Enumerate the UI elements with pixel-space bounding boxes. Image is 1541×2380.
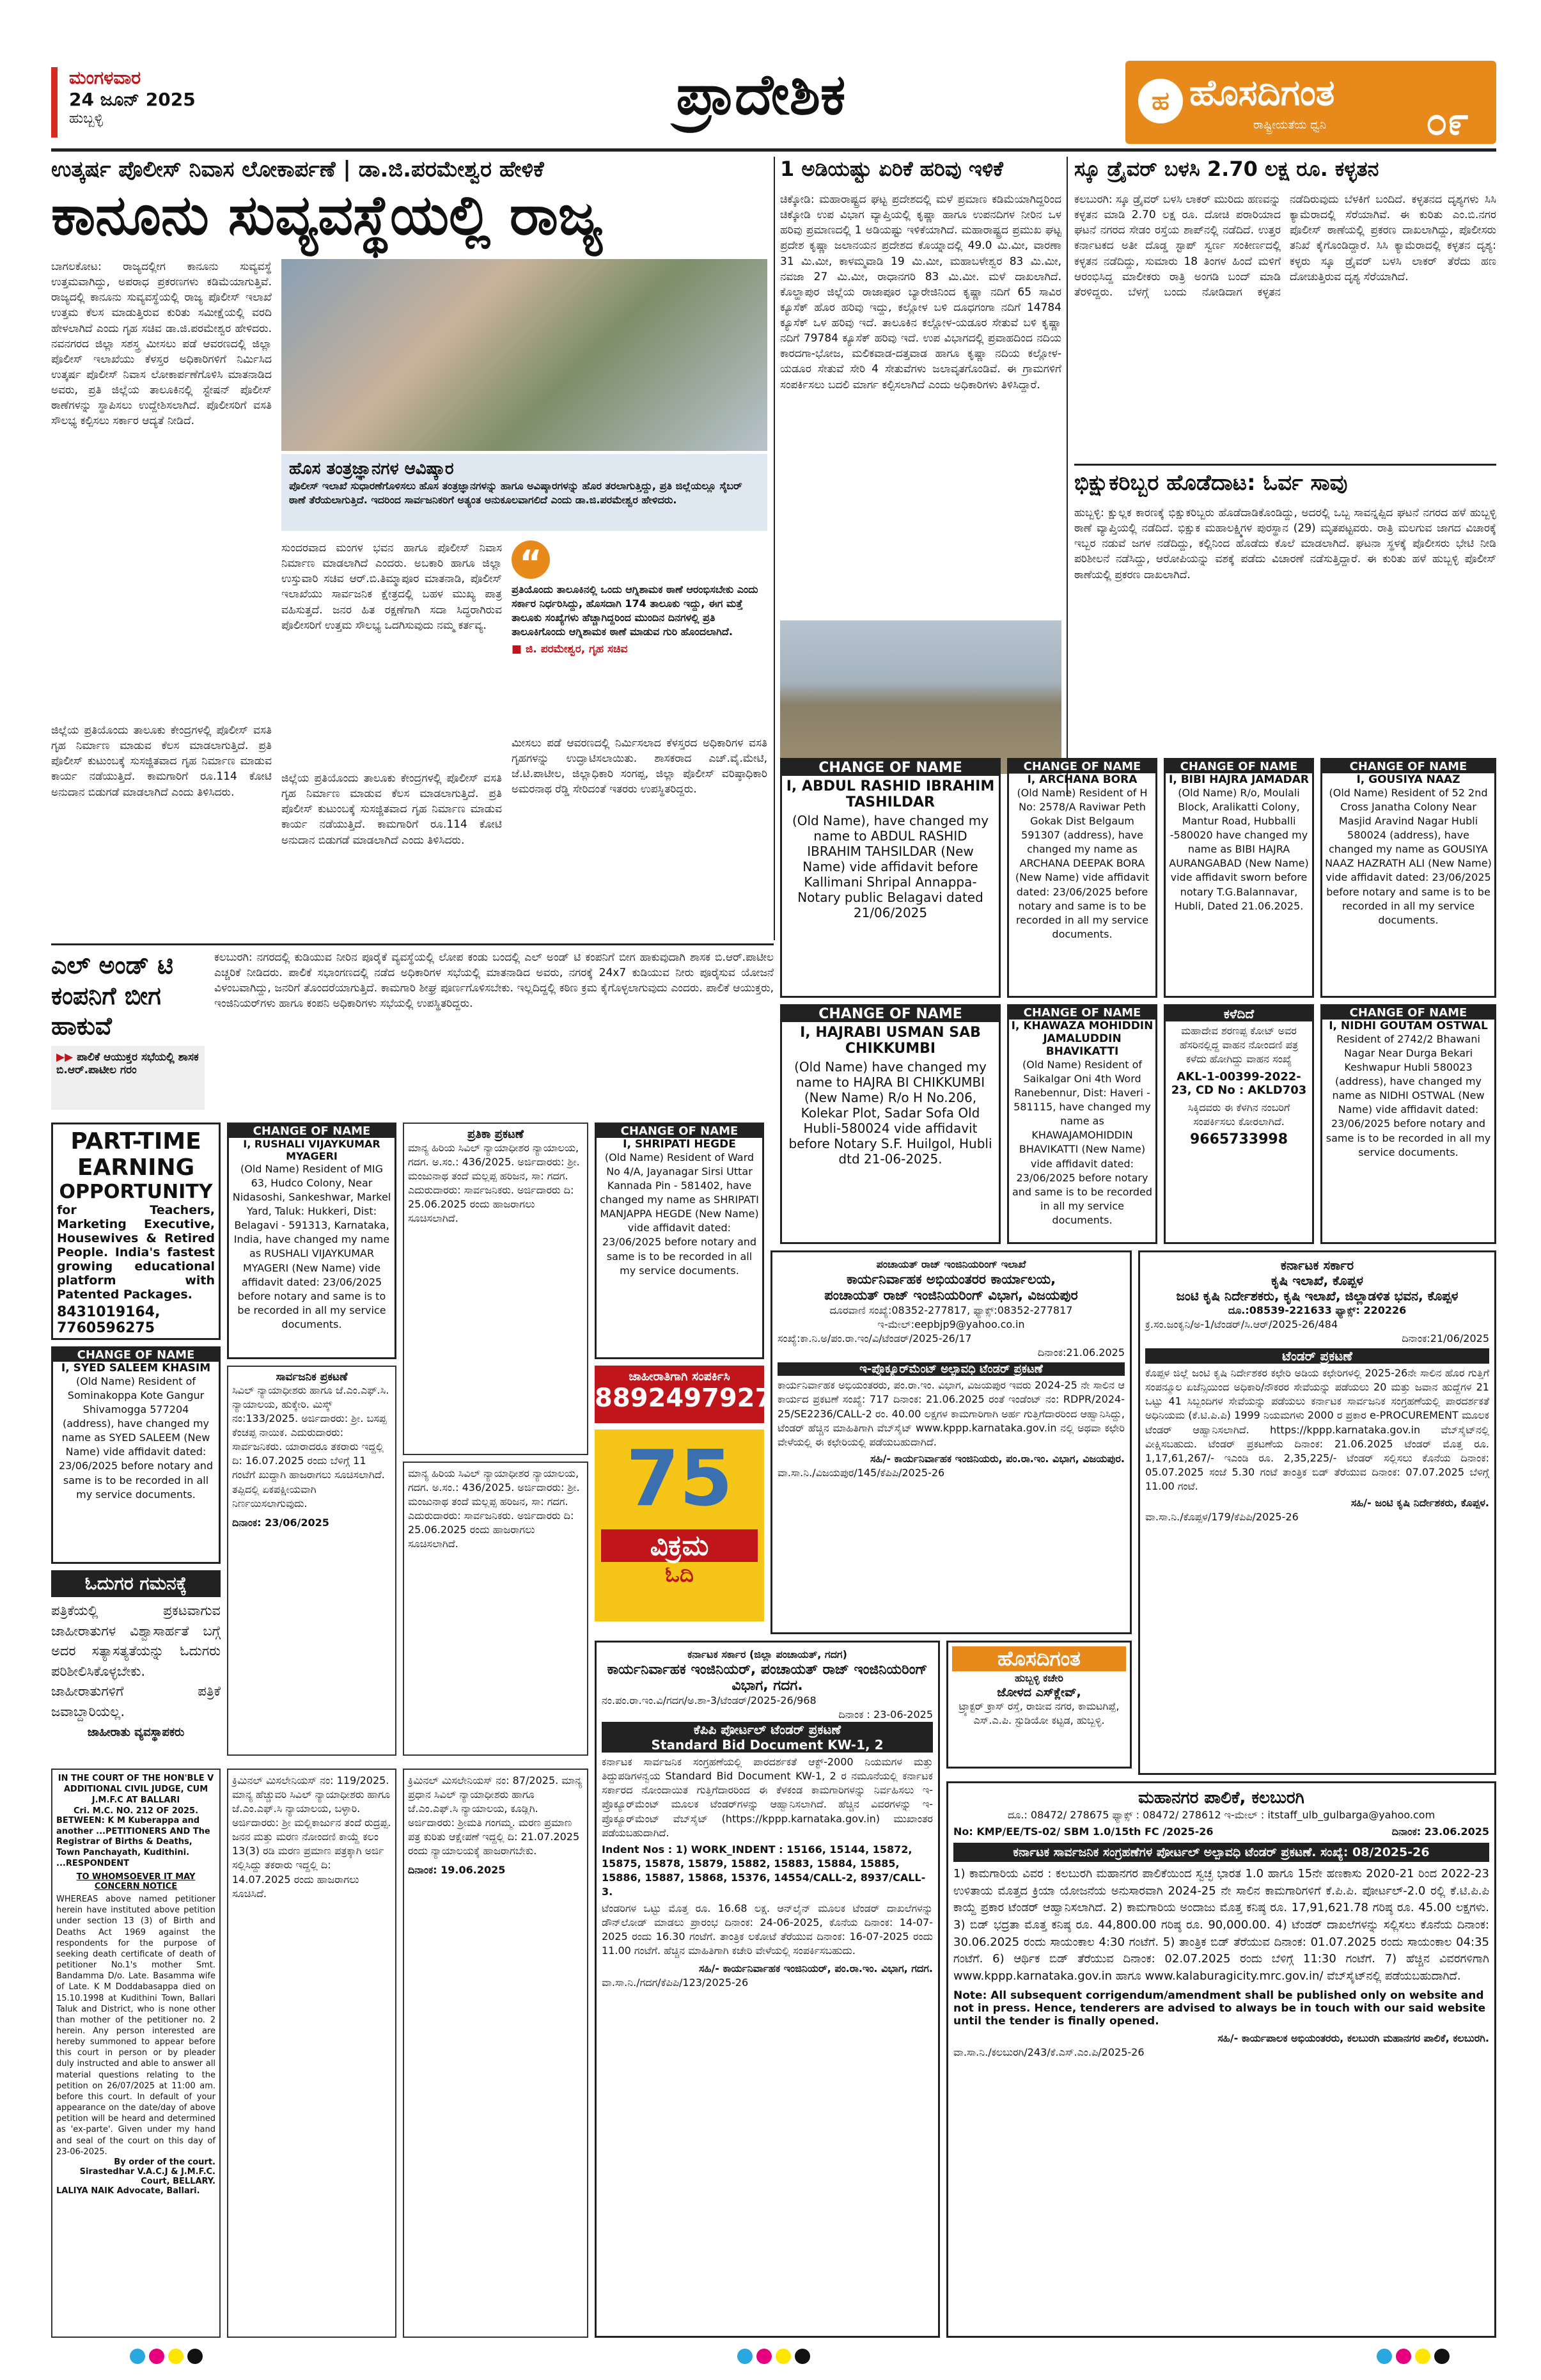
column-rule-2 [1067, 157, 1068, 796]
black-mark [795, 2349, 810, 2364]
agri-office: ಜಂಟಿ ಕೃಷಿ ನಿರ್ದೇಶಕರು, ಕೃಷಿ ಇಲಾಖೆ, ಜಿಲ್ಲಾಡಳಿತ ಭವನ, ಕೊಪ್ಪಳ [1176, 1288, 1459, 1304]
con-ad-6 [1007, 1004, 1157, 1244]
con-ad-who: I, ABDUL RASHID IBRAHIM TASHILDAR [786, 778, 995, 810]
pwd-footer: ವಾ.ಸಾ.ನಿ./ವಿಜಯಪುರ/145/ಕೆಪಿಪಿ/2025-26 [778, 1466, 945, 1479]
court-sign-1: By order of the court. [114, 2157, 215, 2167]
con-ad-header: CHANGE OF NAME [1322, 1006, 1494, 1020]
court-head: IN THE COURT OF THE HON'BLE V ADDITIONAL CIVIL JUDGE, CUM J.M.F.C AT BALLARI [58, 1774, 214, 1805]
legal-a-text-2: ಮಾನ್ಯ ಹಿರಿಯ ಸಿವಿಲ್ ನ್ಯಾಯಾಧೀಶರ ನ್ಯಾಯಾಲಯ, ಗದಗ. ಅ.ಸಂ.: 436/2025. ಅರ್ಜಿದಾರರು: ಶ್ರೀ. ಮಂಜುನಾಥ ತಂದೆ ಮಲ್ಲಪ್ಪ ಹರಿಜನ, ಸಾ: ಗದಗ. ಎದುರುದಾರರು: ಸಾರ್ವಜನಿಕರು. ಅರ್ಜಿದಾರರು ದಿ: 25.06.2025 ರಂದು ಹಾಜರಾಗಲು ಸೂಚಿಸಲಾಗಿದೆ. [408, 1467, 580, 1550]
masthead [51, 54, 1496, 150]
con-ad-header: CHANGE OF NAME [1009, 760, 1155, 773]
pwd-title: ಕಾರ್ಯನಿರ್ವಾಹಕ ಅಭಿಯಂತರರ ಕಾರ್ಯಾಲಯ, [846, 1272, 1056, 1288]
con-ad-4 [1320, 758, 1496, 998]
agri-phone: ದೂ.:08539-221633 ಫ್ಯಾಕ್ಸ್: 220226 [1228, 1304, 1407, 1316]
lost-ad-reg: AKL-1-00399-2022-23, CD No : AKLD703 [1171, 1070, 1307, 1098]
lt-sub-icon: ▶▶ [56, 1051, 77, 1064]
story-rule [1074, 464, 1496, 466]
hd-office-addr: ಟ್ರ್ಯಾಕ್ಟರ್ ಕ್ರಾಸ್ ರಸ್ತೆ, ರಾಜೀವ ನಗರ, ಕಾಮಟಗಿಪ್ಪೆ, ಎಸ್.ಎ.ಪಿ. ಸ್ಟುಡಿಯೋ ಕಟ್ಟಡ, ಹುಬ್ಬಳ್ಳಿ. [958, 1700, 1120, 1727]
con-ad-who: I, GOUSIYA NAAZ [1356, 773, 1460, 786]
registration-marks-left [128, 2349, 205, 2367]
gadag-footer: ವಾ.ಸಾ.ನಿ./ಗದಗ/ಕೆಪಿಪಿ/123/2025-26 [602, 1976, 749, 1989]
bridge-photo [780, 620, 1061, 774]
quote-text: ಪ್ರತಿಯೊಂದು ತಾಲೂಕಿನಲ್ಲಿ ಒಂದು ಆಗ್ನಿಶಾಮಕ ಠಾಣೆ ಆರಂಭಿಸಬೇಕು ಎಂದು ಸರ್ಕಾರ ನಿರ್ಧರಿಸಿದ್ದು, ಹೊಸದಾಗಿ 174 ತಾಲೂಕು ಇದ್ದು, ಈಗ ಮತ್ತೆ ತಾಲೂಕು ಸಂಖ್ಯೆಗಳು ಹೆಚ್ಚಾಗಿದ್ದರಿಂದ ಮುಂದಿನ ದಿನಗಳಲ್ಲಿ ಪ್ರತಿ ತಾಲೂಕಿಗೊಂದು ಆಗ್ನಿಶಾಮಕ ಠಾಣೆ ಮಾಡುವ ಗುರಿ ಹೊಂದಲಾಗಿದೆ. [512, 583, 758, 638]
cyan-mark [130, 2349, 145, 2364]
lt-headline: ಎಲ್ ಅಂಡ್ ಟಿ ಕಂಪನಿಗೆ ಬೀಗ ಹಾಕುವೆ [51, 950, 173, 1040]
gadag-sub-2: Standard Bid Document KW-1, 2 [602, 1737, 933, 1753]
con-ad-body: (Old Name) Resident of Sominakoppa Kote Gangur Shivamogga 577204 (address), have changed my name as SYED SALEEM (New Name) vide affidavit dated: 23/06/2025 before notary and same is to be recorded in all my service documents. [58, 1375, 214, 1501]
photo-caption-title: ಹೊಸ ತಂತ್ರಜ್ಞಾನಗಳ ಆವಿಷ್ಕಾರ [289, 459, 454, 478]
vikrama-ribbon [601, 1529, 758, 1562]
con-ad-8 [227, 1123, 396, 1359]
date-block [51, 67, 217, 138]
gadag-tender [595, 1641, 940, 2338]
column-rule [774, 157, 775, 940]
yellow-mark [1415, 2349, 1430, 2364]
corp-phone: ದೂ.: 08472/ 278675 ಫ್ಯಾಕ್ಸ್ : 08472/ 278612 ಇ-ಮೇಲ್ : itstaff_ulb_gulbarga@yahoo.com [1007, 1809, 1435, 1821]
black-mark [1434, 2349, 1450, 2364]
con-ad-header: CHANGE OF NAME [229, 1124, 395, 1138]
con-ad-who: I, ARCHANA BORA [1027, 773, 1138, 786]
con-ad-header: CHANGE OF NAME [782, 760, 999, 776]
con-ad-who: I, BIBI HAJRA JAMADAR [1169, 773, 1309, 786]
parttime-title-2: EARNING [77, 1155, 195, 1181]
legal-notice-b [227, 1366, 396, 1756]
con-ad-who: I, SYED SALEEM KHASIM [61, 1362, 211, 1375]
corp-footer: ವಾ.ಸಾ.ನಿ./ಕಲಬುರಗಿ/243/ಕೆ.ಎಸ್.ಎಂ.ಪಿ/2025-26 [953, 2045, 1145, 2058]
registration-marks-center [735, 2349, 812, 2367]
con-ad-header: CHANGE OF NAME [1322, 760, 1494, 773]
legal-b-date: ದಿನಾಂಕ: 23/06/2025 [232, 1516, 329, 1529]
brand-tagline: ರಾಷ್ಟ್ರೀಯತೆಯ ಧ್ವನಿ [1253, 118, 1326, 132]
readers-text: ಪತ್ರಿಕೆಯಲ್ಲಿ ಪ್ರಕಟವಾಗುವ ಜಾಹೀರಾತುಗಳ ವಿಶ್ವಾಸಾರ್ಹತೆ ಬಗ್ಗೆ ಅದರ ಸತ್ಯಾಸತ್ಯತೆಯನ್ನು ಓದುಗರು ಪರಿಶೀಲಿಸಿಕೊಳ್ಳಬೇಕು. ಜಾಹೀರಾತುಗಳಿಗೆ ಪತ್ರಿಕೆ ಜವಾಬ್ದಾರಿಯಲ್ಲ. [51, 1603, 221, 1719]
agri-sub: ಟೆಂಡರ್ ಪ್ರಕಟಣೆ [1145, 1348, 1489, 1364]
legal-d-date: ದಿನಾಂಕ: 19.06.2025 [408, 1864, 506, 1877]
con-ad-who: I, SHRIPATI HEGDE [623, 1138, 736, 1151]
con-ad-body: (Old Name) Resident of 52 2nd Cross Janatha Colony Near Masjid Aravind Nagar Hubli 580024 (address), have changed my name as GOUSIYA NAAZ HAZRATH ALI (New Name) vide affidavit dated: 23/06/2025 before notary and same is to be recorded in all my service documents. [1325, 787, 1492, 926]
court-notice [51, 1769, 221, 2338]
con-ad-header: CHANGE OF NAME [597, 1124, 762, 1138]
lost-ad-title: ಕಳೆದಿದೆ [1166, 1006, 1312, 1021]
black-mark [187, 2349, 203, 2364]
con-ad-body: Resident of 2742/2 Bhawani Nagar Near Durga Bekari Keshwapur Hubli 580023 (address), have changed my name as NIDHI OSTWAL (New Name) vide affidavit dated: 23/06/2025 before notary and same is to be recorded in all my service documents. [1326, 1033, 1491, 1158]
quote-author-name: ಜಿ. ಪರಮೇಶ್ವರ, ಗೃಹ ಸಚಿವ [525, 643, 628, 656]
photo-caption-box [281, 454, 767, 531]
agri-dept: ಕೃಷಿ ಇಲಾಖೆ, ಕೊಪ್ಪಳ [1271, 1273, 1363, 1288]
gadag-ref: ನಂ.ಪಂ.ರಾ.ಇಂ.ವಿ/ಗದಗ/ಅ.ಶಾ-3/ಟೆಂಡರ್/2025-26/968 [602, 1694, 817, 1707]
page-number: ೦೯ [1426, 99, 1469, 144]
vikrama-sub: ಓದಿ [665, 1562, 694, 1588]
court-parties: BETWEEN: K M Kuberappa and another ...PETITIONERS AND The Registrar of Births & Deaths, Town Panchayath, Kudithini. ...RESPONDENT [56, 1815, 210, 1869]
lead-body-3: ಸುಂದರವಾದ ಮಂಗಳ ಭವನ ಹಾಗೂ ಪೊಲೀಸ್ ನಿವಾಸ ನಿರ್ಮಾಣ ಮಾಡಲಾಗಿದೆ ಎಂದರು. ಅಬಕಾರಿ ಹಾಗೂ ಜಿಲ್ಲಾ ಉಸ್ತುವಾರಿ ಸಚಿವ ಆರ್.ಬಿ.ತಿಮ್ಮಾಪೂರ ಮಾತನಾಡಿ, ಪೊಲೀಸ್ ಇಲಾಖೆಯು ಸಾರ್ವಜನಿಕ ಕ್ಷೇತ್ರದಲ್ಲಿ ಬಹಳ ಮುಖ್ಯ ಪಾತ್ರ ವಹಿಸುತ್ತದೆ. ಜನರ ಹಿತ ರಕ್ಷಣೆಗಾಗಿ ಸದಾ ಸಿದ್ಧರಾಗಿರುವ ಪೊಲೀಸರಿಗೆ ಉತ್ತಮ ಸೌಲಭ್ಯ ಒದಗಿಸುವುದು ನಮ್ಮ ಕರ್ತವ್ಯ. [281, 542, 502, 632]
legal-notice-a [403, 1123, 588, 1455]
lt-subhead [51, 1046, 205, 1110]
lead-body-2: ಜಿಲ್ಲೆಯ ಪ್ರತಿಯೊಂದು ತಾಲೂಕು ಕೇಂದ್ರಗಳಲ್ಲಿ ಪೊಲೀಸ್ ವಸತಿ ಗೃಹ ನಿರ್ಮಾಣ ಮಾಡುವ ಕೆಲಸ ಮಾಡಲಾಗುತ್ತಿದೆ. ಪ್ರತಿ ಪೊಲೀಸ್ ಕುಟುಂಬಕ್ಕೆ ಸುಸಜ್ಜಿತವಾದ ಗೃಹ ನಿರ್ಮಾಣ ಮಾಡುವ ಕಾರ್ಯ ನಡೆಯುತ್ತಿದೆ. ಕಾಮಗಾರಿಗೆ ರೂ.114 ಕೋಟಿ ಅನುದಾನ ಬಿಡುಗಡೆ ಮಾಡಲಾಗಿದೆ ಎಂದು ತಿಳಿಸಿದರು. [51, 724, 272, 799]
photo-caption-text: ಪೊಲೀಸ್ ಇಲಾಖೆ ಸುಧಾರಣೆಗೊಳಿಸಲು ಹೊಸ ತಂತ್ರಜ್ಞಾನಗಳನ್ನು ಹಾಗೂ ಅವಿಷ್ಕಾರಗಳನ್ನು ಹೊರ ತರಲಾಗುತ್ತಿದ್ದು, ಪ್ರತಿ ಜಿಲ್ಲೆಯಲ್ಲೂ ಸೈಬರ್ ಠಾಣೆ ತೆರೆಯಲಾಗುತ್ತಿದೆ. ಇದರಿಂದ ಸಾರ್ವಜನಿಕರಿಗೆ ಅತ್ಯಂತ ಅನುಕೂಲವಾಗಲಿದೆ ಎಂದು ಡಾ.ಜಿ.ಪರಮೇಶ್ವರ ಹೇಳಿದರು. [289, 480, 742, 507]
legal-c-text: ಕ್ರಿಮಿನಲ್ ಮಿಸಲೇನಿಯಸ್ ನಂ: 119/2025. ಮಾನ್ಯ ಹೆಚ್ಚುವರಿ ಸಿವಿಲ್ ನ್ಯಾಯಾಧೀಶರು ಹಾಗೂ ಜೆ.ಎಂ.ಎಫ್.ಸಿ ನ್ಯಾಯಾಲಯ, ಬಳ್ಳಾರಿ. ಅರ್ಜಿದಾರರು: ಶ್ರೀ ಮಲ್ಲಿಕಾರ್ಜುನ ತಂದೆ ರುದ್ರಪ್ಪ. ಜನನ ಮತ್ತು ಮರಣ ನೋಂದಣಿ ಕಾಯ್ದೆ ಕಲಂ 13(3) ರಡಿ ಮರಣ ಪ್ರಮಾಣ ಪತ್ರಕ್ಕಾಗಿ ಅರ್ಜಿ ಸಲ್ಲಿಸಿದ್ದು ತಕರಾರು ಇದ್ದಲ್ಲಿ ದಿ: 14.07.2025 ರಂದು ಹಾಜರಾಗಲು ಸೂಚಿಸಿದೆ. [232, 1774, 391, 1900]
brand-block [1125, 61, 1496, 144]
lost-ad-tail: ಸಿಕ್ಕಿದವರು ಈ ಕೆಳಗಿನ ನಂಬರಿಗೆ ಸಂಪರ್ಕಿಸಲು ಕೋರಲಾಗಿದೆ. [1187, 1101, 1290, 1128]
hd-office-ad [946, 1641, 1132, 1769]
corp-ref: No: KMP/EE/TS-02/ SBM 1.0/15th FC /2025-26 [953, 1825, 1214, 1838]
ad-contact-phone: 8892497927 [595, 1383, 773, 1413]
legal-notice-a2 [403, 1462, 588, 1756]
pwd-sign: ಸಹಿ/- ಕಾರ್ಯನಿರ್ವಾಹಕ ಇಂಜಿನಿಯರು, ಪಂ.ರಾ.ಇಂ. ವಿಭಾಗ, ವಿಜಯಪುರ. [870, 1452, 1125, 1465]
quote-box [512, 540, 767, 732]
lead-body-4: ಮೀಸಲು ಪಡೆ ಆವರಣದಲ್ಲಿ ನಿರ್ಮಿಸಲಾದ ಕೆಳಸ್ತರದ ಅಧಿಕಾರಿಗಳ ವಸತಿ ಗೃಹಗಳನ್ನು ಉದ್ಘಾಟಿಸಲಾಯಿತು. ಶಾಸಕರಾದ ಎಚ್.ವೈ.ಮೇಟಿ, ಜೆ.ಟಿ.ಪಾಟೀಲ, ಜಿಲ್ಲಾಧಿಕಾರಿ ಸಂಗಪ್ಪ, ಜಿಲ್ಲಾ ಪೊಲೀಸ್ ವರಿಷ್ಠಾಧಿಕಾರಿ ಅಮರನಾಥ ರೆಡ್ಡಿ ಸೇರಿದಂತೆ ಇತರರು ಉಪಸ್ಥಿತರಿದ್ದರು. [512, 737, 767, 796]
con-ad-header: CHANGE OF NAME [1166, 760, 1312, 773]
masthead-rule [51, 148, 1496, 152]
lost-ad-text: ಮಹಾದೇವ ಶರಣಪ್ಪ ಕೋಟ್ ಅವರ ಹೆಸರಿನಲ್ಲಿದ್ದ ವಾಹನ ನೋಂದಣಿ ಪತ್ರ ಕಳೆದು ಹೋಗಿದ್ದು ವಾಹನ ಸಂಖ್ಯೆ [1179, 1025, 1299, 1066]
corp-ref-row [953, 1825, 1489, 1839]
con-ad-body: (Old Name), have changed my name to ABDUL RASHID IBRAHIM TAHSILDAR (New Name) vide affidavit before Kallimani Shripal Annappa-Notary public Belagavi dated 21/06/2025 [792, 813, 989, 920]
quote-icon: “ [512, 540, 550, 579]
yellow-mark [168, 2349, 184, 2364]
magenta-mark [756, 2349, 772, 2364]
con-ad-header: CHANGE OF NAME [1009, 1006, 1155, 1020]
lost-ad-phone: 9665733998 [1189, 1131, 1288, 1148]
brand-name: ಹೊಸದಿಗಂತ [1189, 72, 1335, 114]
parttime-title-1: PART-TIME [70, 1128, 201, 1155]
date-label: 24 ಜೂನ್ 2025 [69, 89, 196, 110]
gadag-indent: Indent Nos : 1) WORK_INDENT : 15166, 15144, 15872, 15875, 15878, 15879, 15882, 15883, 15884, 15885, 15886, 15887, 15868, 15376, 14554/CALL-2, 8937/CALL-3. [602, 1843, 926, 1898]
cyan-mark [1377, 2349, 1392, 2364]
agri-gov: ಕರ್ನಾಟಕ ಸರ್ಕಾರ [1280, 1257, 1354, 1273]
lead-headline: ಕಾನೂನು ಸುವ್ಯವಸ್ಥೆಯಲ್ಲಿ ರಾಜ್ಯ [51, 183, 603, 248]
gadag-sign: ಸಹಿ/- ಕಾರ್ಯನಿರ್ವಾಹಕ ಇಂಜಿನಿಯರ್, ಪಂ.ರಾ.ಇಂ. ವಿಭಾಗ, ಗದಗ. [698, 1962, 933, 1975]
registration-marks-right [1375, 2349, 1451, 2367]
pwd-body: ಕಾರ್ಯನಿರ್ವಾಹಕ ಅಭಿಯಂತರರು, ಪಂ.ರಾ.ಇಂ. ವಿಭಾಗ, ವಿಜಯಪುರ ಇವರು 2024-25 ನೇ ಸಾಲಿನ ಆ ಕಾರ್ಯದ ಪ್ರಕಟಣೆ ಸಂಖ್ಯೆ: 717 ದಿನಾಂಕ: 21.06.2025 ರಂತೆ ಇಂಡೆಂಟ್ ನಂ: RDPR/2024-25/SE2236/CALL-2 ರಂ. 40.00 ಲಕ್ಷಗಳ ಕಾಮಗಾರಿಗಾಗಿ ಅರ್ಹ ಗುತ್ತಿಗೆದಾರರಿಂದ ಆಹ್ವಾನಿಸಿದ್ದು, ಟೆಂಡರ್ ಹೆಚ್ಚಿನ ಮಾಹಿತಿಗಾಗಿ ವೆಬ್‌ಸೈಟ್ www.kppp.karnataka.gov.in ನಲ್ಲಿ ಅಥವಾ ಕಛೇರಿ ವೇಳೆಯಲ್ಲಿ ಈ ಕಛೇರಿಯಲ್ಲಿ ಪಡೆಯಬಹುದಾಗಿದೆ. [778, 1379, 1125, 1448]
parttime-phone: 8431019164, 7760596275 [57, 1304, 160, 1336]
con-ad-body: (Old Name) Resident of H No: 2578/A Raviwar Peth Gokak Dist Belgaum 591307 (address), have changed my name as ARCHANA DEEPAK BORA (New Name) vide affidavit dated: 23/06/2025 before notary and same is to be recorded in all my service documents. [1015, 787, 1150, 940]
pwd-title-2: ಪಂಚಾಯತ್ ರಾಜ್ ಇಂಜಿನಿಯರಿಂಗ್ ವಿಭಾಗ, ವಿಜಯಪುರ [824, 1288, 1078, 1304]
ad-contact-label: ಜಾಹೀರಾತಿಗಾಗಿ ಸಂಪರ್ಕಿಸಿ [629, 1369, 730, 1383]
gadag-body: ಕರ್ನಾಟಕ ಸಾರ್ವಜನಿಕ ಸಂಗ್ರಹಣೆಯಲ್ಲಿ ಪಾರದರ್ಶಕತೆ ಆಕ್ಟ್-2000 ನಿಯಮಗಳ ಮತ್ತು ತಿದ್ದುಪಡಿಗಳನ್ವಯ Standard Bid Document KW-1, 2 ರ ನಮೂನೆಯಲ್ಲಿ ಕರ್ನಾಟಕ ಸರ್ಕಾರದ ನೋಂದಾಯಿತ ಗುತ್ತಿಗೆದಾರರಿಂದ ಈ ಕೆಳಕಂಡ ಕಾಮಗಾರಿಗಳನ್ನು ನಿರ್ವಹಿಸಲು ಇ-ಪ್ರೊಕ್ಯೂರ್‌ಮೆಂಟ್ ಮೂಲಕ ಟೆಂಡರ್‌ಗಳನ್ನು ಆಹ್ವಾನಿಸಲಾಗಿದೆ. ಹೆಚ್ಚಿನ ವಿವರಗಳನ್ನು ಇ-ಪ್ರೊಕ್ಯೂರ್‌ಮೆಂಟ್ ವೆಬ್‌ಸೈಟ್ (https://kppp.karnataka.gov.in) ಮುಖಾಂತರ ಪಡೆಯಬಹುದಾಗಿದೆ. [602, 1756, 933, 1839]
con-ad-body: (Old Name) have changed my name to HAJRA BI CHIKKUMBI (New Name) R/o H No.206, Kolekar Plot, Sadar Sofa Old Hubli-580024 vide affidavit before Notary S.F. Huilgol, Hubli dtd 21-06-2025. [788, 1059, 992, 1167]
readers-notice [51, 1570, 221, 1762]
pwd-email: ಇ-ಮೇಲ್:eepbjp9@yahoo.co.in [877, 1318, 1025, 1331]
beggars-body: ಹುಬ್ಬಳ್ಳಿ: ಕ್ಷುಲ್ಲಕ ಕಾರಣಕ್ಕೆ ಭಿಕ್ಷುಕರಿಬ್ಬರು ಹೊಡೆದಾಡಿಕೊಂಡಿದ್ದು, ಅದರಲ್ಲಿ ಒಬ್ಬ ಸಾವನ್ನಪ್ಪಿದ ಘಟನೆ ನಗರದ ಹಳೆ ಹುಬ್ಬಳ್ಳಿ ಠಾಣೆ ವ್ಯಾಪ್ತಿಯಲ್ಲಿ ನಡೆದಿದೆ. ಭಿಕ್ಷುಕ ಮಹಾಲಕ್ಷ್ಮಿಗಳ ಪುರಸ್ಥಾನ (29) ಮೃತಪಟ್ಟವರು. ರಾತ್ರಿ ಮಲಗುವ ಜಾಗದ ವಿಚಾರಕ್ಕೆ ಇಬ್ಬರ ನಡುವೆ ಜಗಳ ನಡೆದಿದ್ದು, ಕಲ್ಲಿನಿಂದ ಹೊಡೆದು ಕೊಲೆ ಮಾಡಲಾಗಿದೆ. ಘಟನಾ ಸ್ಥಳಕ್ಕೆ ಪೊಲೀಸರು ಭೇಟಿ ನೀಡಿ ಪರಿಶೀಲನೆ ನಡೆಸಿದ್ದು, ಆರೋಪಿಯನ್ನು ವಶಕ್ಕೆ ಪಡೆದು ವಿಚಾರಣೆ ನಡೆಸುತ್ತಿದ್ದಾರೆ. ಈ ಕುರಿತು ಹಳೆ ಹುಬ್ಬಳ್ಳಿ ಪೊಲೀಸ್ ಠಾಣೆಯಲ್ಲಿ ಪ್ರಕರಣ ದಾಖಲಾಗಿದೆ. [1074, 507, 1496, 581]
corp-sign: ಸಹಿ/- ಕಾರ್ಯಪಾಲಕ ಅಭಿಯಂತರರು, ಕಲಬುರಗಿ ಮಹಾನಗರ ಪಾಲಿಕೆ, ಕಲಬುರಗಿ. [1217, 2031, 1489, 2044]
con-ad-body: (Old Name) R/o, Moulali Block, Aralikatti Colony, Mantur Road, Hubballi -580020 have changed my name as BIBI HAJRA AURANGABAD (New Name) vide affidavit sworn before notary T.G.Balannavar, Hubli, Dated 21.06.2025. [1169, 787, 1309, 912]
section-title: ಪ್ರಾದೇಶಿಕ [676, 61, 846, 127]
driver-body: ಕಲಬುರಗಿ: ಸ್ಕೂ ಡ್ರೈವರ್ ಬಳಸಿ ಲಾಕರ್ ಮುರಿದು ಹಣವನ್ನು ಕಳ್ಳತನ ಮಾಡಿ 2.70 ಲಕ್ಷ ರೂ. ದೋಚಿ ಪರಾರಿಯಾದ ಘಟನೆ ನಗರದ ಸೇಡಂ ರಸ್ತೆಯ ಶಾಪ್‌ನಲ್ಲಿ ನಡೆದಿದೆ. ಉತ್ತರ ಕರ್ನಾಟಕದ ಅತೀ ದೊಡ್ಡ ಸ್ಟಾಪ್ ಸ್ವರ್ಣ ಸಂಕೀರ್ಣದಲ್ಲಿ ಕಳ್ಳತನ ನಡೆದಿದ್ದು, ಸುಮಾರು 18 ತಿಂಗಳ ಹಿಂದೆ ಮಳಿಗೆ ಆರಂಭಿಸಿದ್ದ ಮಾಲೀಕರು ರಾತ್ರಿ ಅಂಗಡಿ ಬಂದ್ ಮಾಡಿ ತೆರಳಿದ್ದರು. ಬೆಳಗ್ಗೆ ಬಂದು ನೋಡಿದಾಗ ಕಳ್ಳತನ ನಡೆದಿರುವುದು ಬೆಳಕಿಗೆ ಬಂದಿದೆ. ಕಳ್ಳತನದ ದೃಶ್ಯಗಳು ಸಿಸಿ ಕ್ಯಾಮೆರಾದಲ್ಲಿ ಸೆರೆಯಾಗಿವೆ. ಈ ಕುರಿತು ಎಂ.ಬಿ.ನಗರ ಪೊಲೀಸ್ ಠಾಣೆಯಲ್ಲಿ ಪ್ರಕರಣ ದಾಖಲಾಗಿದ್ದು, ಪೊಲೀಸರು ತನಿಖೆ ಕೈಗೊಂಡಿದ್ದಾರೆ. ಸಿಸಿ ಕ್ಯಾಮೆರಾದಲ್ಲಿ ಕಳ್ಳತನ ದೃಶ್ಯ: ಕಳ್ಳರು ಸ್ಕೂ ಡ್ರೈವರ್ ಬಳಸಿ ಲಾಕರ್ ತೆರೆದು ಹಣ ದೋಚುತ್ತಿರುವ ದೃಶ್ಯ ಸೆರೆಯಾಗಿದೆ. [1074, 193, 1496, 299]
cyan-mark [737, 2349, 753, 2364]
gadag-sub-1: ಕೆಪಿಪಿ ಪೋರ್ಟಲ್ ಟೆಂಡರ್ ಪ್ರಕಟಣೆ [602, 1722, 933, 1737]
lt-sub-text: ಪಾಲಿಕೆ ಆಯುಕ್ತರ ಸಭೆಯಲ್ಲಿ ಶಾಸಕ ಬಿ.ಆರ್.ಪಾಟೀಲ ಗರಂ [56, 1051, 199, 1076]
con-ad-header: CHANGE OF NAME [53, 1348, 219, 1362]
pwd-tender [770, 1250, 1132, 1634]
gadag-body-2: ಟೆಂಡರಿಗಳ ಒಟ್ಟು ಮೊತ್ತ ರೂ. 16.68 ಲಕ್ಷ. ಆನ್‌ಲೈನ್ ಮೂಲಕ ಟೆಂಡರ್ ದಾಖಲೆಗಳನ್ನು ಡೌನ್‌ಲೋಡ್ ಮಾಡಲು ಪ್ರಾರಂಭ ದಿನಾಂಕ: 24-06-2025, ಕೊನೆಯ ದಿನಾಂಕ: 14-07-2025 ರಂದು 16.30 ಗಂಟೆಗೆ. ತಾಂತ್ರಿಕ ಲಕೋಟೆ ತೆರೆಯುವ ದಿನಾಂಕ: 16-07-2025 ರಂದು 11.00 ಗಂಟೆಗೆ. ಹೆಚ್ಚಿನ ಮಾಹಿತಿಗಾಗಿ ಕಚೇರಿ ವೇಳೆಯಲ್ಲಿ ಸಂಪರ್ಕಿಸಬಹುದು. [602, 1902, 933, 1957]
agri-date: ದಿನಾಂಕ:21/06/2025 [1402, 1332, 1489, 1345]
legal-notice-d [403, 1769, 588, 2338]
con-ad-1 [780, 758, 1001, 998]
corp-sub: ಕರ್ನಾಟಕ ಸಾರ್ವಜನಿಕ ಸಂಗ್ರಹಣೆಗಳ ಪೋರ್ಟಲ್ ಅಲ್ಪಾವಧಿ ಟೆಂಡರ್ ಪ್ರಕಟಣೆ. ಸಂಖ್ಯೆ: 08/2025-26 [953, 1843, 1489, 1862]
corp-note: Note: All subsequent corrigendum/amendment shall be published only on website and not in press. Hence, tenderers are advised to always be in touch with our said website until the tender is finally opened. [953, 1989, 1486, 2028]
hd-office-brand: ಹೊಸದಿಗಂತ [952, 1646, 1126, 1671]
con-ad-who: I, KHAWAZA MOHIDDIN JAMALUDDIN BHAVIKATTI [1011, 1020, 1154, 1058]
court-notice-title: TO WHOMSOEVER IT MAY CONCERN NOTICE [76, 1872, 196, 1892]
readers-title: ಓದುಗರ ಗಮನಕ್ಕೆ [51, 1570, 221, 1597]
pwd-dept: ಪಂಚಾಯತ್ ರಾಜ್ ಇಂಜಿನಿಯರಿಂಗ್ ಇಲಾಖೆ [876, 1258, 1026, 1270]
quote-author: ■ ಜಿ. ಪರಮೇಶ್ವರ, ಗೃಹ ಸಚಿವ [512, 643, 628, 656]
hd-office-title: ಜೋಳದ ಎಸ್‌ಕ್ಲೇವ್, [997, 1685, 1081, 1700]
court-caseno: Cri. M.C. NO. 212 OF 2025. [73, 1806, 199, 1816]
corp-body: 1) ಕಾಮಗಾರಿಯ ವಿವರ : ಕಲಬುರಗಿ ಮಹಾನಗರ ಪಾಲಿಕೆಯಿಂದ ಸ್ವಚ್ಛ ಭಾರತ 1.0 ಹಾಗೂ 15ನೇ ಹಣಕಾಸು 2020-21 ರಿಂದ 2022-23 ಉಳಿತಾಯ ಮೊತ್ತದ ಕ್ರಿಯಾ ಯೋಜನೆಯ ಅನುಸಾರವಾಗಿ 2024-25 ನೇ ಸಾಲಿನ ಕಾಮಗಾರಿಗಳಿಗೆ ಕೆ.ಪಿ.ಪಿ. ಪೋರ್ಟಲ್-2.0 ರಲ್ಲಿ ಕೆ.ಟಿ.ಪಿ.ಪಿ ಕಾಯ್ದೆ ಪ್ರಕಾರ ಟೆಂಡರ್ ಆಹ್ವಾನಿಸಲಾಗಿದೆ. 2) ಕಾಮಗಾರಿಯ ಅಂದಾಜು ಮೊತ್ತ ಕನಿಷ್ಠ ರೂ. 17,91,621.78 ಗರಿಷ್ಠ ರೂ. 45.00 ಲಕ್ಷಗಳು. 3) ಬಿಡ್ ಭದ್ರತಾ ಮೊತ್ತ ಕನಿಷ್ಠ ರೂ. 44,800.00 ಗರಿಷ್ಠ ರೂ. 90,000.00. 4) ಟೆಂಡರ್ ದಾಖಲೆಗಳನ್ನು ಸಲ್ಲಿಸಲು ಕೊನೆಯ ದಿನಾಂಕ: 30.06.2025 ರಂದು ಸಾಯಂಕಾಲ 4:30 ಗಂಟೆಗೆ. 5) ತಾಂತ್ರಿಕ ಬಿಡ್ ತೆರೆಯುವ ದಿನಾಂಕ: 01.07.2025 ರಂದು ಸಾಯಂಕಾಲ 04:35 ಗಂಟೆಗೆ. 6) ಆರ್ಥಿಕ ಬಿಡ್ ತೆರೆಯುವ ದಿನಾಂಕ: 02.07.2025 ರಂದು ಬೆಳಿಗ್ಗೆ 11:30 ಗಂಟೆಗೆ. 7) ಹೆಚ್ಚಿನ ವಿವರಗಳಿಗಾಗಿ www.kppp.karnataka.gov.in ಹಾಗೂ www.kalaburagicity.mrc.gov.in/ ವೆಬ್‌ಸೈಟ್‌ನಲ್ಲಿ ಪಡೆಯಬಹುದಾಗಿದೆ. [953, 1867, 1489, 1983]
con-ad-who: I, NIDHI GOUTAM OSTWAL [1329, 1020, 1488, 1032]
gadag-gov: ಕರ್ನಾಟಕ ಸರ್ಕಾರ (ಜಿಲ್ಲಾ ಪಂಚಾಯತ್, ಗದಗ) [687, 1648, 847, 1660]
readers-sign: ಜಾಹೀರಾತು ವ್ಯವಸ್ಥಾಪಕರು [87, 1726, 185, 1739]
pwd-date: ದಿನಾಂಕ:21.06.2025 [1037, 1346, 1125, 1359]
con-ad-body: (Old Name) Resident of Ward No 4/A, Jayanagar Sirsi Uttar Kannada Pin - 581402, have changed my name as SHRIPATI MANJAPPA HEGDE (New Name) vide affidavit dated: 23/06/2025 before notary and same is to be recorded in all my service documents. [600, 1151, 759, 1277]
day-label: ಮಂಗಳವಾರ [69, 67, 141, 88]
flood-headline: 1 ಅಡಿಯಷ್ಟು ಏರಿಕೆ ಹರಿವು ಇಳಿಕೆ [780, 157, 1003, 181]
agri-tender [1138, 1250, 1496, 1775]
agri-ref: ಕ್ರ.ಸಂ.ಜಂಕೃನಿ/ಅ-1/ಟೆಂಡರ್/ಸಿ.ಆರ್/2025-26/484 [1145, 1318, 1338, 1331]
con-ad-10 [51, 1346, 221, 1564]
pwd-sub: ಇ-ಪ್ರೊಕ್ಯೂರ್‌ಮೆಂಟ್ ಅಲ್ಪಾವಧಿ ಟೆಂಡರ್ ಪ್ರಕಟಣೆ [778, 1362, 1125, 1376]
parttime-body: for Teachers, Marketing Executive, Housewives & Retired People. India's fastest growing educational platform with Patented Packages. [57, 1203, 215, 1302]
gadag-title: ಕಾರ್ಯನಿರ್ವಾಹಕ ಇಂಜಿನಿಯರ್, ಪಂಚಾಯತ್ ರಾಜ್ ಇಂಜಿನಿಯರಿಂಗ್ ವಿಭಾಗ, ಗದಗ. [607, 1662, 928, 1694]
agri-sign: ಸಹಿ/- ಜಂಟಿ ಕೃಷಿ ನಿರ್ದೇಶಕರು, ಕೊಪ್ಪಳ. [1350, 1496, 1489, 1509]
con-ad-body: (Old Name) Resident of MIG 63, Hudco Colony, Near Nidasoshi, Sankeshwar, Markel Yard, Taluk: Hukkeri, Dist: Belagavi - 591313, Karnataka, India, have changed my name as RUSHALI VIJAYKUMAR MYAGERI (New Name) vide affidavit dated: 23/06/2025 before notary and same is to be recorded in all my service documents. [232, 1163, 391, 1330]
corp-tender [946, 1781, 1496, 2338]
vikrama-word: ವಿಕ್ರಮ [650, 1529, 709, 1562]
con-ad-2 [1007, 758, 1157, 998]
magenta-mark [149, 2349, 164, 2364]
driver-headline: ಸ್ಕೂ ಡ್ರೈವರ್ ಬಳಸಿ 2.70 ಲಕ್ಷ ರೂ. ಕಳ್ಳತನ [1074, 157, 1379, 181]
legal-a-title: ಪ್ರತಿಕಾ ಪ್ರಕಟಣೆ [467, 1128, 524, 1141]
gadag-date: ದಿನಾಂಕ : 23-06-2025 [838, 1708, 933, 1721]
ad-contact-box [595, 1366, 773, 1423]
flood-body: ಚಿಕ್ಕೋಡಿ: ಮಹಾರಾಷ್ಟ್ರದ ಘಟ್ಟ ಪ್ರದೇಶದಲ್ಲಿ ಮಳೆ ಪ್ರಮಾಣ ಕಡಿಮೆಯಾಗಿದ್ದರಿಂದ ಚಿಕ್ಕೋಡಿ ಉಪ ವಿಭಾಗ ವ್ಯಾಪ್ತಿಯಲ್ಲಿ ಕೃಷ್ಣಾ ಹಾಗೂ ಉಪನದಿಗಳ ನೀರಿನ ಒಳ ಹರಿವು ಪ್ರಮಾಣದಲ್ಲಿ 1 ಅಡಿಯಷ್ಟು ಇಳಿಕೆಯಾಗಿದೆ. ಮಹಾರಾಷ್ಟ್ರದ ಪ್ರಮುಖ ಘಟ್ಟ ಪ್ರದೇಶ ಕೃಷ್ಣಾ ಜಲಾನಯನ ಪ್ರದೇಶದ ಕೊಯ್ನಾದಲ್ಲಿ 49.0 ಮಿ.ಮೀ, ವಾರಣಾ 31 ಮಿ.ಮೀ, ಕಾಳಮ್ಮವಾಡಿ 19 ಮಿ.ಮೀ, ಮಹಾಬಳೇಶ್ವರ 83 ಮಿ.ಮೀ, ನವಜಾ 27 ಮಿ.ಮೀ, ರಾಧಾನಗರಿ 83 ಮಿ.ಮೀ. ಮಳೆ ದಾಖಲಾಗಿದೆ. ಕೊಲ್ಹಾಪುರ ಜಿಲ್ಲೆಯ ರಾಜಾಪೂರ ಬ್ಯಾರೇಜಿನಿಂದ ಕೃಷ್ಣಾ ನದಿಗೆ 65 ಸಾವಿರ ಕ್ಯೂಸೆಕ್ ಹೊರ ಹರಿವು ಇದ್ದು, ಕಲ್ಲೋಳ ಬಳಿ ದೂಧಗಂಗಾ ನದಿಗೆ 14784 ಕ್ಯೂಸೆಕ್ ಒಳ ಹರಿವು ಇದೆ. ತಾಲೂಕಿನ ಕಲ್ಲೋಳ-ಯಡೂರ ಸೇತುವೆ ಬಳಿ ಕೃಷ್ಣಾ ನದಿಗೆ 79784 ಕ್ಯೂಸೆಕ್ ಹರಿವು ಇದೆ. ಉಪ ವಿಭಾಗದಲ್ಲಿ ಪ್ರವಾಹದಿಂದ ನದಿಯ ಕಾರದಗಾ-ಭೋಜ, ಮಲಿಕವಾಡ-ದತ್ತವಾಡ ಹಾಗೂ ಕೃಷ್ಣಾ ನದಿಯ ಕಲ್ಲೋಳ-ಯಡೂರ ಸೇತುವೆ ಸೇರಿ 4 ಸೇತುವೆಗಳು ಜಲಾವೃತಗೊಂಡಿವೆ. ಈ ಗ್ರಾಮಗಳಿಗೆ ಸಂಪರ್ಕಿಸಲು ಬದಲಿ ಮಾರ್ಗ ಕಲ್ಪಿಸಲಾಗಿದೆ ಎಂದು ಅಧಿಕಾರಿಗಳು ತಿಳಿಸಿದ್ದಾರೆ. [780, 193, 1061, 391]
lead-body-5: ಜಿಲ್ಲೆಯ ಪ್ರತಿಯೊಂದು ತಾಲೂಕು ಕೇಂದ್ರಗಳಲ್ಲಿ ಪೊಲೀಸ್ ವಸತಿ ಗೃಹ ನಿರ್ಮಾಣ ಮಾಡುವ ಕೆಲಸ ಮಾಡಲಾಗುತ್ತಿದೆ. ಪ್ರತಿ ಪೊಲೀಸ್ ಕುಟುಂಬಕ್ಕೆ ಸುಸಜ್ಜಿತವಾದ ಗೃಹ ನಿರ್ಮಾಣ ಮಾಡುವ ಕಾರ್ಯ ನಡೆಯುತ್ತಿದೆ. ಕಾಮಗಾರಿಗೆ ರೂ.114 ಕೋಟಿ ಅನುದಾನ ಬಿಡುಗಡೆ ಮಾಡಲಾಗಿದೆ ಎಂದು ತಿಳಿಸಿದರು. [281, 772, 502, 847]
court-advocate: LALIYA NAIK Advocate, Ballari. [56, 2186, 200, 2196]
con-ad-7 [1320, 1004, 1496, 1244]
corp-title: ಮಹಾನಗರ ಪಾಲಿಕೆ, ಕಲಬುರಗಿ [1138, 1788, 1304, 1808]
pwd-ref: ಸಂಖ್ಯೆ:ಕಾ.ನಿ.ಅ/ಪಂ.ರಾ.ಇಂ/ವಿ/ಟೆಂಡರ್/2025-26/17 [778, 1332, 972, 1345]
court-body: WHEREAS above named petitioner herein have instituted above petition under section 13 (3) of Birth and Deaths Act 1969 against the respondents for the purpose of seeking death certificate of death of petitioner No.1's mother Smt. Bandamma D/o. Late. Basamma wife of Late. K M Doddabasappa died on 15.10.1998 at Kudithini Town, Ballari Taluk and District, who is none other than mother of the petitioner no. 2 herein. Any person interested are hereby summoned to appear before this court in person or by pleader duly instructed and able to answer all material questions relating to the petition on 26/07/2025 at 11:00 am. before this court. In default of your appearance on the date/day of above petition will be heard and determined as 'ex-parte'. Given under my hand and seal of the court on this day of 23-06-2025. [56, 1895, 215, 2157]
city-label: ಹುಬ್ಬಳ್ಳಿ [69, 111, 104, 127]
agri-body: ಕೊಪ್ಪಳ ಜಿಲ್ಲೆ ಜಂಟಿ ಕೃಷಿ ನಿರ್ದೇಶಕರ ಕಛೇರಿ ಅಡಿಯ ಕಛೇರಿಗಳಲ್ಲಿ 2025-26ನೇ ಸಾಲಿನ ಹೊರ ಗುತ್ತಿಗೆ ಸಂಪನ್ಮೂಲ ಏಜೆನ್ಸಿಯಿಂದ ಅಧಿಕಾರಿ/ನೌಕರರ ಸೇವೆಯನ್ನು ಪಡೆಯಲು 20 ಮತ್ತು ಜವಾನ ಹುದ್ದೆಗಳ 21 ಒಟ್ಟು 41 ಸಿಬ್ಬಂದಿಗಳ ಸೇವೆಯನ್ನು ಪಡೆಯಲು ಕರ್ನಾಟಕ ಸಾರ್ವಜನಿಕ ಸಂಗ್ರಹಣೆಯಲ್ಲಿ ಪಾರದರ್ಶಕತೆ ಅಧಿನಿಯಮ (ಕೆ.ಟಿ.ಪಿ.ಪಿ) 1999 ನಿಯಮಗಳು 2000 ರ ಪ್ರಕಾರ e-PROCUREMENT ಮೂಲಕ ಟೆಂಡರ್ ಆಹ್ವಾನಿಸಲಾಗಿದೆ. https://kppp.karnataka.gov.in ವೆಬ್‌ಸೈಟ್‌ನಲ್ಲಿ ವೀಕ್ಷಿಸಬಹುದು. ಟೆಂಡರ್ ಪ್ರಕಟಣೆಯ ದಿನಾಂಕ: 21.06.2025 ಟೆಂಡರ್ ಮೊತ್ತ ರೂ. 1,17,61,267/- ಇಎಂಡಿ ರೂ. 2,35,225/- ಟೆಂಡರ್ ಸಲ್ಲಿಸಲು ಕೊನೆಯ ದಿನಾಂಕ: 05.07.2025 ಸಂಜೆ 5.30 ಗಂಟೆ ತಾಂತ್ರಿಕ ಬಿಡ್ ತೆರೆಯುವ ದಿನಾಂಕ: 07.07.2025 ಬೆಳಿಗ್ಗೆ 11.00 ಗಂಟೆ. [1145, 1367, 1489, 1492]
lost-ad [1164, 1004, 1314, 1244]
parttime-title-3: OPPORTUNITY [59, 1181, 213, 1203]
corp-date: ದಿನಾಂಕ: 23.06.2025 [1391, 1825, 1489, 1838]
hd-office-label: ಹುಬ್ಬಳ್ಳಿ ಕಚೇರಿ [1015, 1672, 1063, 1684]
vikrama-number: 75 [626, 1435, 733, 1524]
yellow-mark [776, 2349, 791, 2364]
legal-a-text: ಮಾನ್ಯ ಹಿರಿಯ ಸಿವಿಲ್ ನ್ಯಾಯಾಧೀಶರ ನ್ಯಾಯಾಲಯ, ಗದಗ. ಅ.ಸಂ.: 436/2025. ಅರ್ಜಿದಾರರು: ಶ್ರೀ. ಮಂಜುನಾಥ ತಂದೆ ಮಲ್ಲಪ್ಪ ಹರಿಜನ, ಸಾ: ಗದಗ. ಎದುರುದಾರರು: ಸಾರ್ವಜನಿಕರು. ಅರ್ಜಿದಾರರು ದಿ: 25.06.2025 ರಂದು ಹಾಜರಾಗಲು ಸೂಚಿಸಲಾಗಿದೆ. [408, 1142, 580, 1225]
con-ad-5 [780, 1004, 1001, 1244]
brand-logo-icon: ಹ [1138, 79, 1183, 123]
parttime-ad [51, 1123, 221, 1340]
legal-b-text: ಸಿವಿಲ್ ನ್ಯಾಯಾಧೀಶರು ಹಾಗೂ ಜೆ.ಎಂ.ಎಫ್.ಸಿ. ನ್ಯಾಯಾಲಯ, ಹುಕ್ಕೇರಿ. ಮಿಸ್ಕ್ ನಂ:133/2025. ಅರ್ಜಿದಾರರು: ಶ್ರೀ. ಬಸಪ್ಪ ಕೆಂಚಪ್ಪ ನಾಯಿಕ. ಎದುರುದಾರರು: ಸಾರ್ವಜನಿಕರು. ಯಾರಾದರೂ ತಕರಾರು ಇದ್ದಲ್ಲಿ ದಿ: 16.07.2025 ರಂದು ಬೆಳಿಗ್ಗೆ 11 ಗಂಟೆಗೆ ಖುದ್ದಾಗಿ ಹಾಜರಾಗಲು ಸೂಚಿಸಲಾಗಿದೆ. ತಪ್ಪಿದಲ್ಲಿ ಏಕಪಕ್ಷೀಯವಾಗಿ ನಿರ್ಣಯಿಸಲಾಗುವುದು. [232, 1384, 389, 1509]
legal-notice-c [227, 1769, 396, 2338]
beggars-headline: ಭಿಕ್ಷುಕರಿಬ್ಬರ ಹೊಡೆದಾಟ: ಓರ್ವ ಸಾವು [1074, 470, 1348, 496]
vikrama-ad [595, 1430, 764, 1621]
con-ad-9 [595, 1123, 764, 1359]
pwd-phone: ದೂರವಾಣಿ ಸಂಖ್ಯೆ:08352-277817, ಫ್ಯಾಕ್ಸ್:08352-277817 [829, 1304, 1073, 1317]
lead-kicker: ಉತ್ಕರ್ಷ ಪೊಲೀಸ್ ನಿವಾಸ ಲೋಕಾರ್ಪಣೆ | ಡಾ.ಜಿ.ಪರಮೇಶ್ವರ ಹೇಳಿಕೆ [51, 157, 544, 182]
lead-body-1: ಬಾಗಲಕೋಟ: ರಾಜ್ಯದಲ್ಲೀಗ ಕಾನೂನು ಸುವ್ಯವಸ್ಥೆ ಉತ್ತಮವಾಗಿದ್ದು, ಅಪರಾಧ ಪ್ರಕರಣಗಳು ಕಡಿಮೆಯಾಗುತ್ತಿವೆ. ರಾಜ್ಯದಲ್ಲಿ ಕಾನೂನು ಸುವ್ಯವಸ್ಥೆಯಲ್ಲಿ ರಾಜ್ಯ ಪೊಲೀಸ್ ಇಲಾಖೆ ಉತ್ತಮ ಕೆಲಸ ಮಾಡುತ್ತಿರುವ ಕುರಿತು ಸಮೀಕ್ಷೆಯಲ್ಲಿ ವರದಿ ಹೇಳಲಾಗಿದೆ ಎಂದು ಗೃಹ ಸಚಿವ ಡಾ.ಜಿ.ಪರಮೇಶ್ವರ ಹೇಳಿದರು. ನವನಗರದ ಜಿಲ್ಲಾ ಸಶಸ್ತ್ರ ಮೀಸಲು ಪಡೆ ಆವರಣದಲ್ಲಿ ಜಿಲ್ಲಾ ಪೊಲೀಸ್ ಇಲಾಖೆಯು ಕೆಳಸ್ತರ ಅಧಿಕಾರಿಗಳಿಗೆ ನಿರ್ಮಿಸಿದ ಉತ್ಕರ್ಷ ಪೊಲೀಸ್ ನಿವಾಸ ಲೋಕಾರ್ಪಣೆಗೊಳಿಸಿ ಮಾತನಾಡಿದ ಅವರು, ಪ್ರತಿ ಜಿಲ್ಲೆಯ ತಾಲೂಕಿನಲ್ಲಿ ಸ್ಟೇಷನ್ ಪೊಲೀಸ್ ಠಾಣೆಗಳನ್ನು ಸ್ಥಾಪಿಸಲು ಉದ್ದೇಶಿಸಲಾಗಿದೆ. ಪೊಲೀಸರಿಗೆ ವಸತಿ ಸೌಲಭ್ಯ ಕಲ್ಪಿಸಲು ಸರ್ಕಾರ ಆದ್ಯತೆ ನೀಡಿದೆ. [51, 260, 272, 428]
court-sign-2: Sirastedhar V.A.C.J & J.M.F.C. Court, BELLARY. [79, 2166, 215, 2186]
con-ad-body: (Old Name) Resident of Saikalgar Oni 4th Word Ranebennur, Dist: Haveri - 581115, have changed my name as KHAWAJAMOHIDDIN BHAVIKATTI (New Name) vide affidavit dated: 23/06/2025 before notary and same is to be recorded in all my service documents. [1012, 1059, 1153, 1226]
agri-footer: ವಾ.ಸಾ.ನಿ./ಕೊಪ್ಪಳ/179/ಕೆಪಿಪಿ/2025-26 [1145, 1511, 1299, 1524]
legal-b-title: ಸಾರ್ವಜನಿಕ ಪ್ರಕಟಣೆ [276, 1371, 348, 1383]
con-ad-3 [1164, 758, 1314, 998]
con-ad-who: I, HAJRABI USMAN SAB CHIKKUMBI [800, 1025, 981, 1057]
lt-body: ಕಲಬುರಗಿ: ನಗರದಲ್ಲಿ ಕುಡಿಯುವ ನೀರಿನ ಪೂರೈಕೆ ವ್ಯವಸ್ಥೆಯಲ್ಲಿ ಲೋಪ ಕಂಡು ಬಂದಲ್ಲಿ ಎಲ್ ಅಂಡ್ ಟಿ ಕಂಪನಿಗೆ ಬೀಗ ಹಾಕುವುದಾಗಿ ಶಾಸಕ ಬಿ.ಆರ್.ಪಾಟೀಲ ಎಚ್ಚರಿಕೆ ನೀಡಿದರು. ಪಾಲಿಕೆ ಸಭಾಂಗಣದಲ್ಲಿ ನಡೆದ ಅಧಿಕಾರಿಗಳ ಸಭೆಯಲ್ಲಿ ಮಾತನಾಡಿದ ಅವರು, ನಗರಕ್ಕೆ 24x7 ಕುಡಿಯುವ ನೀರು ಪೂರೈಸುವ ಯೋಜನೆ ವಿಳಂಬವಾಗಿದ್ದು, ಜನರಿಗೆ ತೊಂದರೆಯಾಗುತ್ತಿದೆ. ಕಾಮಗಾರಿ ಶೀಘ್ರ ಪೂರ್ಣಗೊಳಿಸಬೇಕು. ಇಲ್ಲದಿದ್ದಲ್ಲಿ ಕಠಿಣ ಕ್ರಮ ಕೈಗೊಳ್ಳಲಾಗುವುದು ಎಂದರು. ಪಾಲಿಕೆ ಆಯುಕ್ತರು, ಇಂಜಿನಿಯರ್‌ಗಳು ಹಾಗೂ ಕಂಪನಿ ಅಧಿಕಾರಿಗಳು ಸಭೆಯಲ್ಲಿ ಉಪಸ್ಥಿತರಿದ್ದರು. [214, 951, 774, 1011]
magenta-mark [1396, 2349, 1411, 2364]
lead-photo [281, 259, 767, 451]
lt-rule [51, 943, 774, 945]
con-ad-header: CHANGE OF NAME [782, 1006, 999, 1022]
con-ad-who: I, RUSHALI VIJAYKUMAR MYAGERI [243, 1138, 380, 1162]
legal-d-text: ಕ್ರಿಮಿನಲ್ ಮಿಸಲೇನಿಯಸ್ ನಂ: 87/2025. ಮಾನ್ಯ ಪ್ರಧಾನ ಸಿವಿಲ್ ನ್ಯಾಯಾಧೀಶರು ಹಾಗೂ ಜೆ.ಎಂ.ಎಫ್.ಸಿ ನ್ಯಾಯಾಲಯ, ಕೂಡ್ಲಿಗಿ. ಅರ್ಜಿದಾರರು: ಶ್ರೀಮತಿ ಗಂಗಮ್ಮ. ಮರಣ ಪ್ರಮಾಣ ಪತ್ರ ಕುರಿತು ಆಕ್ಷೇಪಣೆ ಇದ್ದಲ್ಲಿ ದಿ: 21.07.2025 ರಂದು ನ್ಯಾಯಾಲಯಕ್ಕೆ ಹಾಜರಾಗಬೇಕು. [408, 1774, 583, 1857]
